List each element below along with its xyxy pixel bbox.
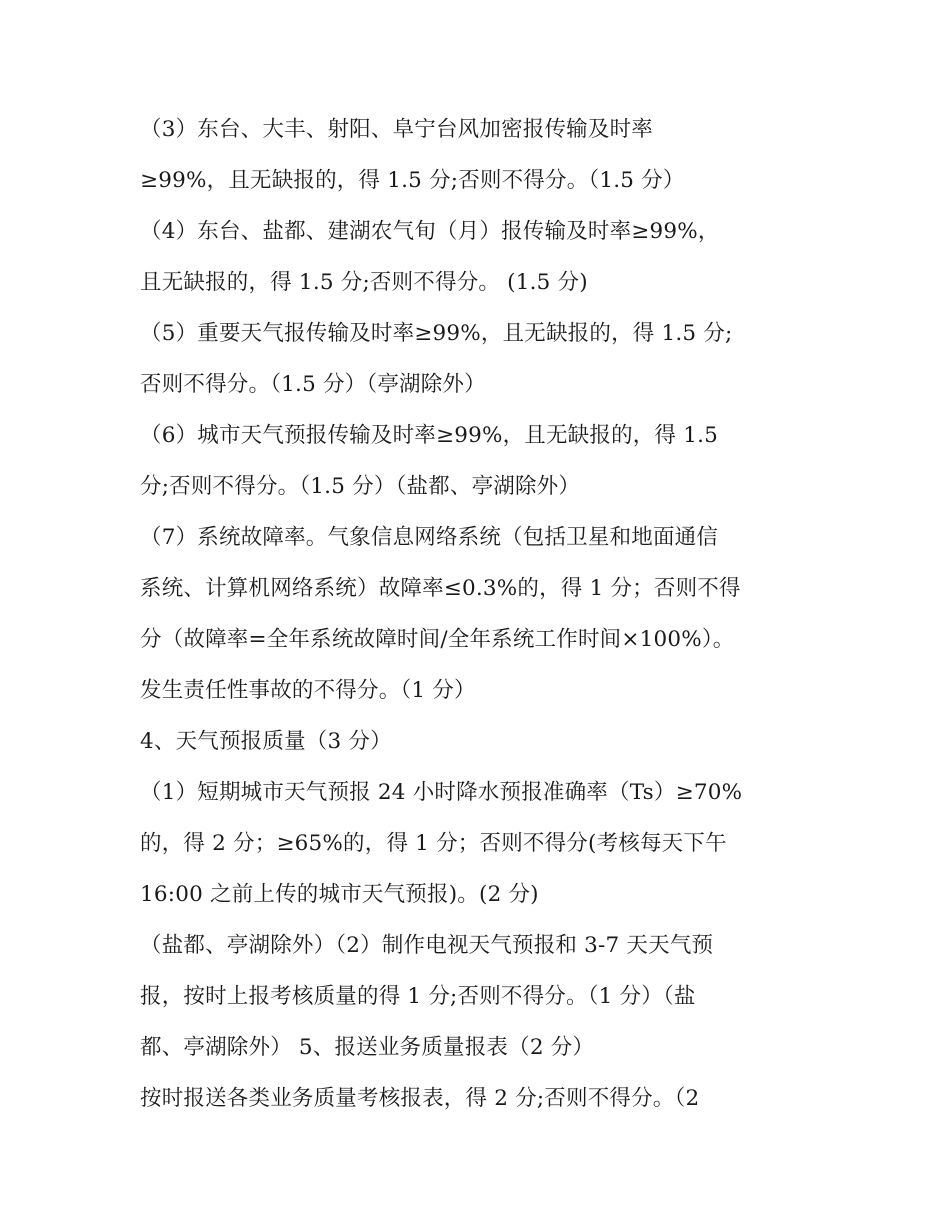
text-line: （盐都、亭湖除外）（2）制作电视天气预报和 3-7 天天气预 [140, 933, 714, 958]
text-line: 报，按时上报考核质量的得 1 分;否则不得分。（1 分）（盐 [140, 984, 696, 1009]
text-line: 16:00 之前上传的城市天气预报)。(2 分) [140, 882, 539, 907]
text-line: 都、亭湖除外） 5、报送业务质量报表（2 分） [140, 1035, 595, 1060]
text-line: （5）重要天气报传输及时率≥99%，且无缺报的，得 1.5 分; [140, 321, 733, 346]
text-line: 发生责任性事故的不得分。（1 分） [140, 678, 476, 703]
text-line: 的，得 2 分；≥65%的，得 1 分；否则不得分(考核每天下午 [140, 831, 727, 856]
text-line: 系统、计算机网络系统）故障率≤0.3%的，得 1 分；否则不得 [140, 576, 741, 601]
text-line: ≥99%，且无缺报的，得 1.5 分;否则不得分。（1.5 分） [140, 168, 685, 193]
section-heading: 4、天气预报质量（3 分） [140, 729, 392, 754]
text-line: （4）东台、盐都、建湖农气旬（月）报传输及时率≥99%， [140, 219, 720, 244]
text-line: （3）东台、大丰、射阳、阜宁台风加密报传输及时率 [140, 117, 653, 142]
text-line: 按时报送各类业务质量考核报表，得 2 分;否则不得分。（2 [140, 1086, 700, 1111]
text-line: 否则不得分。（1.5 分）（亭湖除外） [140, 372, 486, 397]
document-body [140, 104, 820, 1124]
text-line: 分;否则不得分。（1.5 分）（盐都、亭湖除外） [140, 474, 581, 499]
text-line: （6）城市天气预报传输及时率≥99%，且无缺报的，得 1.5 [140, 423, 719, 448]
text-line: （7）系统故障率。气象信息网络系统（包括卫星和地面通信 [140, 525, 719, 550]
text-line: （1）短期城市天气预报 24 小时降水预报准确率（Ts）≥70% [140, 780, 743, 805]
text-line: 分（故障率=全年系统故障时间/全年系统工作时间×100%）。 [140, 627, 735, 652]
text-line: 且无缺报的，得 1.5 分;否则不得分。 (1.5 分) [140, 270, 588, 295]
